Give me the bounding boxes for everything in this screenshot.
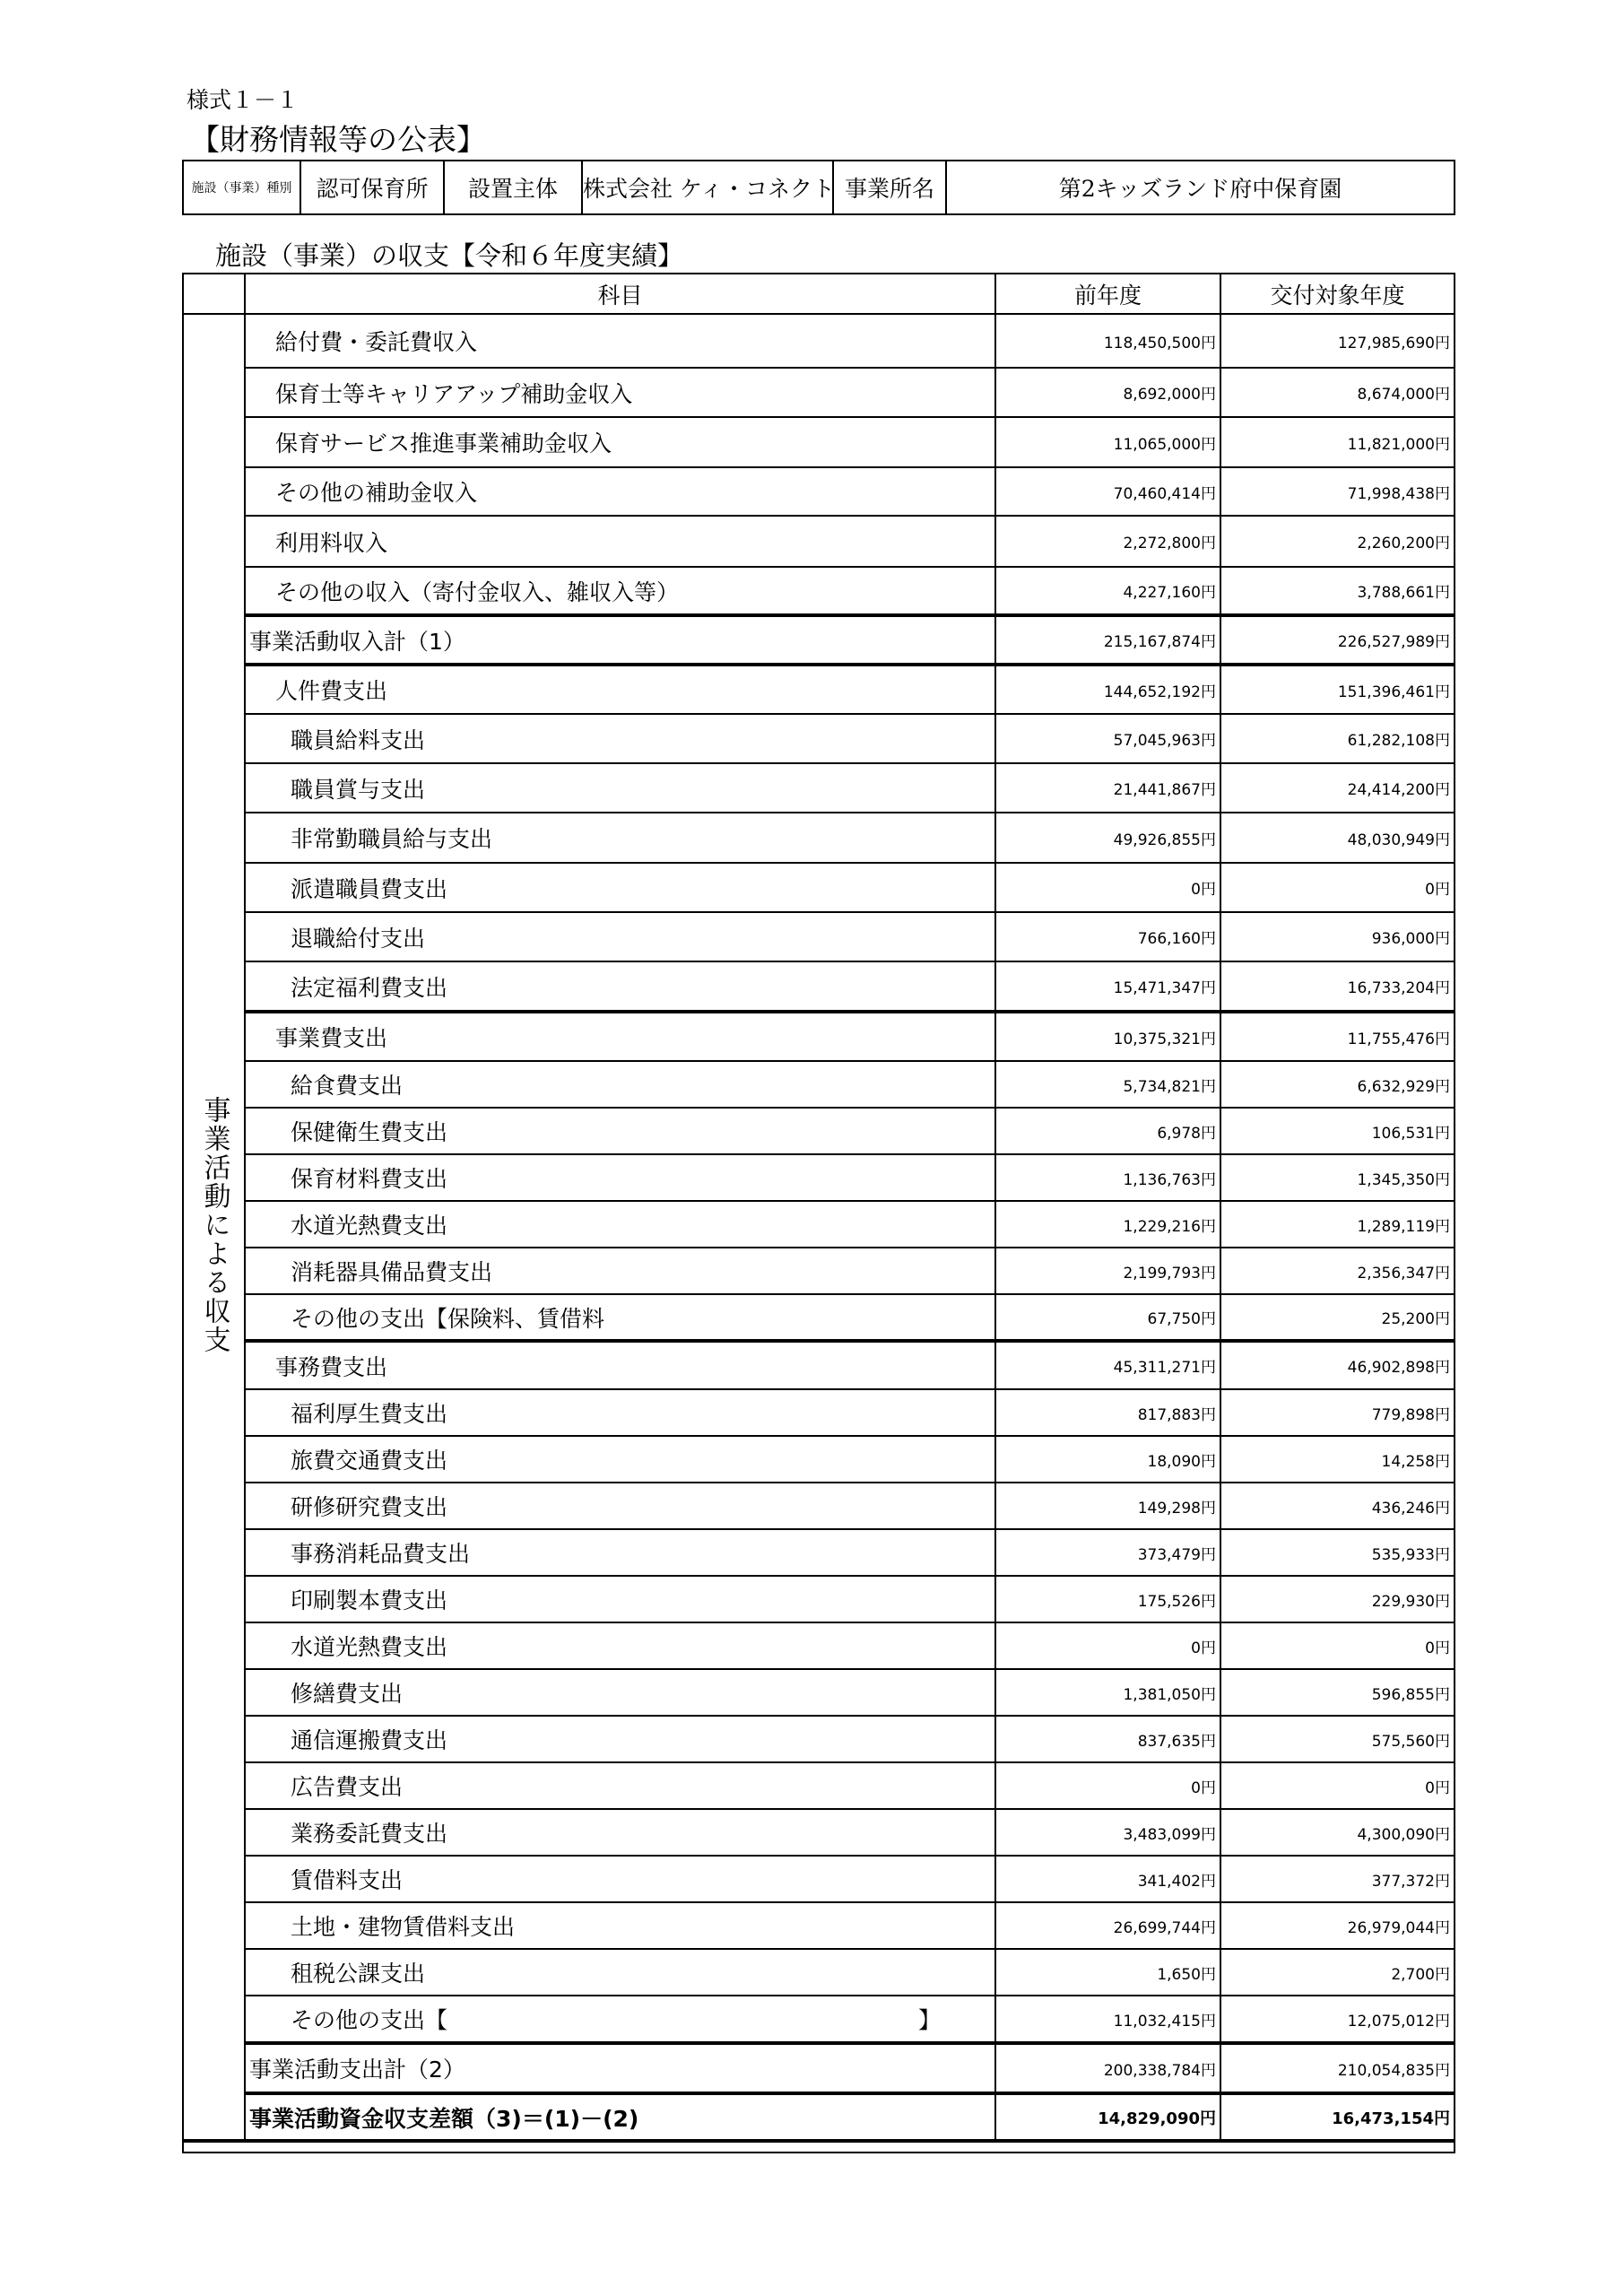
row-label-text: 非常勤職員給与支出	[291, 826, 493, 852]
table-row	[183, 1108, 1455, 1154]
document-title: 【財務情報等の公表】	[190, 122, 486, 157]
row-label	[245, 368, 995, 417]
row-label	[245, 417, 995, 467]
table-row	[183, 1154, 1455, 1201]
row-label-text: その他の支出【	[291, 2007, 448, 2033]
row-label-text: 賃借料支出	[291, 1867, 404, 1893]
row-label-text: 事業活動支出計（2）	[249, 2057, 465, 2083]
target-year-value: 936,000円	[1220, 912, 1455, 961]
side-label: 事業活動による収支	[198, 1096, 230, 1354]
table-row	[183, 1294, 1455, 1341]
target-year-value: 12,075,012円	[1220, 1996, 1455, 2043]
facility-info-table	[182, 160, 1455, 215]
prev-year-value: 15,471,347円	[995, 961, 1220, 1012]
facility-type-value: 認可保育所	[300, 161, 444, 214]
row-label	[245, 2093, 995, 2141]
prev-year-value: 18,090円	[995, 1436, 1220, 1483]
row-label-text: 事業活動収入計（1）	[249, 628, 465, 655]
table-row	[183, 1902, 1455, 1949]
operator-value: 株式会社 ケィ・コネクト	[582, 161, 833, 214]
target-year-value: 8,674,000円	[1220, 368, 1455, 417]
table-row	[183, 763, 1455, 813]
prev-year-value: 10,375,321円	[995, 1012, 1220, 1061]
row-label-text: 水道光熱費支出	[291, 1634, 448, 1660]
target-year-value: 151,396,461円	[1220, 665, 1455, 714]
row-label	[245, 1576, 995, 1622]
row-label	[245, 1483, 995, 1529]
target-year-value: 3,788,661円	[1220, 567, 1455, 615]
prev-year-value: 1,650円	[995, 1949, 1220, 1996]
row-label-text: 土地・建物賃借料支出	[291, 1914, 516, 1940]
prev-year-value: 0円	[995, 1762, 1220, 1809]
target-year-value: 1,289,119円	[1220, 1201, 1455, 1248]
target-year-value: 2,260,200円	[1220, 516, 1455, 567]
table-row	[183, 417, 1455, 467]
row-label-text: 職員給料支出	[291, 726, 426, 753]
prev-year-value: 14,829,090円	[995, 2093, 1220, 2141]
prev-year-value: 341,402円	[995, 1856, 1220, 1902]
target-year-value: 2,356,347円	[1220, 1248, 1455, 1294]
table-row	[183, 1389, 1455, 1436]
table-row	[183, 1248, 1455, 1294]
target-year-value: 4,300,090円	[1220, 1809, 1455, 1856]
row-label	[245, 1341, 995, 1389]
section-title: 施設（事業）の収支【令和６年度実績】	[215, 240, 684, 271]
table-row	[183, 615, 1455, 665]
row-label	[245, 1669, 995, 1716]
prev-year-value: 0円	[995, 1622, 1220, 1669]
prev-year-value: 57,045,963円	[995, 714, 1220, 763]
office-value: 第2キッズランド府中保育園	[946, 161, 1455, 214]
row-label-text: 保育士等キャリアアップ補助金収入	[275, 380, 633, 407]
row-label	[245, 615, 995, 665]
header-spacer	[183, 274, 245, 314]
table-row	[183, 1716, 1455, 1762]
prev-year-value: 766,160円	[995, 912, 1220, 961]
table-row	[183, 314, 1455, 368]
prev-year-value: 2,272,800円	[995, 516, 1220, 567]
table-row	[183, 912, 1455, 961]
prev-year-value: 2,199,793円	[995, 1248, 1220, 1294]
facility-type-label: 施設（事業）種別	[183, 161, 300, 214]
column-header-target-year: 交付対象年度	[1220, 274, 1455, 314]
target-year-value: 127,985,690円	[1220, 314, 1455, 368]
target-year-value: 226,527,989円	[1220, 615, 1455, 665]
table-row	[183, 2043, 1455, 2093]
row-label	[245, 714, 995, 763]
operator-label: 設置主体	[444, 161, 582, 214]
table-row	[183, 1012, 1455, 1061]
table-row	[183, 1669, 1455, 1716]
row-label-text: 保育サービス推進事業補助金収入	[275, 430, 612, 457]
table-row	[183, 813, 1455, 863]
table-row	[183, 1529, 1455, 1576]
row-label	[245, 1809, 995, 1856]
target-year-value: 535,933円	[1220, 1529, 1455, 1576]
table-row	[183, 1061, 1455, 1108]
table-row	[183, 1201, 1455, 1248]
prev-year-value: 11,032,415円	[995, 1996, 1220, 2043]
side-label-cell	[183, 314, 245, 2141]
prev-year-value: 3,483,099円	[995, 1809, 1220, 1856]
column-header-item: 科目	[245, 274, 995, 314]
row-label-text: 水道光熱費支出	[291, 1213, 448, 1239]
target-year-value: 11,821,000円	[1220, 417, 1455, 467]
prev-year-value: 6,978円	[995, 1108, 1220, 1154]
row-label-text: 事務消耗品費支出	[291, 1541, 471, 1567]
row-label-text: 保健衛生費支出	[291, 1119, 448, 1145]
prev-year-value: 144,652,192円	[995, 665, 1220, 714]
row-label	[245, 1529, 995, 1576]
table-row	[183, 863, 1455, 912]
prev-year-value: 4,227,160円	[995, 567, 1220, 615]
row-label	[245, 1389, 995, 1436]
target-year-value: 26,979,044円	[1220, 1902, 1455, 1949]
target-year-value: 106,531円	[1220, 1108, 1455, 1154]
table-row	[183, 1341, 1455, 1389]
table-row	[183, 1622, 1455, 1669]
table-row	[183, 1576, 1455, 1622]
target-year-value: 16,473,154円	[1220, 2093, 1455, 2141]
column-header-prev-year: 前年度	[995, 274, 1220, 314]
table-row	[183, 516, 1455, 567]
prev-year-value: 118,450,500円	[995, 314, 1220, 368]
prev-year-value: 817,883円	[995, 1389, 1220, 1436]
table-row	[183, 467, 1455, 516]
target-year-value: 11,755,476円	[1220, 1012, 1455, 1061]
row-label-text: 人件費支出	[275, 678, 388, 704]
row-label-text: その他の補助金収入	[275, 480, 478, 506]
target-year-value: 436,246円	[1220, 1483, 1455, 1529]
row-label-text: 租税公課支出	[291, 1961, 426, 1987]
office-label: 事業所名	[833, 161, 946, 214]
row-label	[245, 1902, 995, 1949]
row-label-text: 修繕費支出	[291, 1681, 404, 1707]
prev-year-value: 8,692,000円	[995, 368, 1220, 417]
table-row	[183, 961, 1455, 1012]
row-label	[245, 1856, 995, 1902]
row-label	[245, 1716, 995, 1762]
row-label-text: 派遣職員費支出	[291, 875, 448, 902]
target-year-value: 24,414,200円	[1220, 763, 1455, 813]
prev-year-value: 149,298円	[995, 1483, 1220, 1529]
row-label-text: その他の支出【保険料、賃借料	[291, 1305, 605, 1332]
prev-year-value: 67,750円	[995, 1294, 1220, 1341]
row-label	[245, 1436, 995, 1483]
row-label-text: 事務費支出	[275, 1353, 388, 1380]
target-year-value: 48,030,949円	[1220, 813, 1455, 863]
target-year-value: 1,345,350円	[1220, 1154, 1455, 1201]
prev-year-value: 21,441,867円	[995, 763, 1220, 813]
row-label-text: 福利厚生費支出	[291, 1401, 448, 1427]
row-label-text: その他の収入（寄付金収入、雑収入等）	[275, 578, 680, 605]
prev-year-value: 1,229,216円	[995, 1201, 1220, 1248]
row-label-text: 広告費支出	[291, 1774, 404, 1800]
row-label-text: 利用料収入	[275, 529, 388, 556]
row-label-text: 業務委託費支出	[291, 1821, 448, 1847]
target-year-value: 2,700円	[1220, 1949, 1455, 1996]
table-row	[183, 368, 1455, 417]
row-label	[245, 1949, 995, 1996]
prev-year-value: 70,460,414円	[995, 467, 1220, 516]
target-year-value: 596,855円	[1220, 1669, 1455, 1716]
target-year-value: 46,902,898円	[1220, 1341, 1455, 1389]
target-year-value: 0円	[1220, 1622, 1455, 1669]
row-label-text: 法定福利費支出	[291, 974, 448, 1001]
row-label	[245, 1061, 995, 1108]
row-label	[245, 961, 995, 1012]
row-label-text: 給食費支出	[291, 1073, 404, 1099]
row-label	[245, 813, 995, 863]
row-label	[245, 1294, 995, 1341]
target-year-value: 25,200円	[1220, 1294, 1455, 1341]
row-label	[245, 1996, 995, 2043]
income-expenditure-table	[182, 273, 1455, 2153]
row-label-text: 事業活動資金収支差額（3)＝(1)－(2)	[249, 2105, 639, 2132]
row-label	[245, 1012, 995, 1061]
table-row	[183, 1856, 1455, 1902]
target-year-value: 71,998,438円	[1220, 467, 1455, 516]
prev-year-value: 45,311,271円	[995, 1341, 1220, 1389]
table-row	[183, 1762, 1455, 1809]
prev-year-value: 0円	[995, 863, 1220, 912]
row-label	[245, 1248, 995, 1294]
prev-year-value: 49,926,855円	[995, 813, 1220, 863]
prev-year-value: 5,734,821円	[995, 1061, 1220, 1108]
row-label	[245, 314, 995, 368]
table-row	[183, 1436, 1455, 1483]
row-label	[245, 1108, 995, 1154]
table-header-row	[183, 274, 1455, 314]
row-label-text: 研修研究費支出	[291, 1494, 448, 1520]
prev-year-value: 1,381,050円	[995, 1669, 1220, 1716]
row-label	[245, 467, 995, 516]
row-label	[245, 1762, 995, 1809]
target-year-value: 14,258円	[1220, 1436, 1455, 1483]
target-year-value: 229,930円	[1220, 1576, 1455, 1622]
target-year-value: 0円	[1220, 863, 1455, 912]
row-label-text: 印刷製本費支出	[291, 1587, 448, 1613]
table-row	[183, 1809, 1455, 1856]
row-label	[245, 665, 995, 714]
row-label-text: 消耗器具備品費支出	[291, 1259, 493, 1285]
prev-year-value: 11,065,000円	[995, 417, 1220, 467]
row-label	[245, 1154, 995, 1201]
row-label-text: 職員賞与支出	[291, 776, 426, 803]
target-year-value: 0円	[1220, 1762, 1455, 1809]
form-id: 様式１－１	[187, 87, 300, 113]
target-year-value: 377,372円	[1220, 1856, 1455, 1902]
prev-year-value: 175,526円	[995, 1576, 1220, 1622]
prev-year-value: 26,699,744円	[995, 1902, 1220, 1949]
prev-year-value: 837,635円	[995, 1716, 1220, 1762]
row-label	[245, 1622, 995, 1669]
row-label	[245, 516, 995, 567]
target-year-value: 61,282,108円	[1220, 714, 1455, 763]
row-label	[245, 1201, 995, 1248]
row-label	[245, 863, 995, 912]
table-row	[183, 1949, 1455, 1996]
row-label	[245, 2043, 995, 2093]
table-row	[183, 1483, 1455, 1529]
row-label-text: 保育材料費支出	[291, 1166, 448, 1192]
row-label-text: 旅費交通費支出	[291, 1448, 448, 1474]
target-year-value: 779,898円	[1220, 1389, 1455, 1436]
target-year-value: 16,733,204円	[1220, 961, 1455, 1012]
row-label-text: 給付費・委託費収入	[275, 329, 478, 355]
target-year-value: 210,054,835円	[1220, 2043, 1455, 2093]
table-row	[183, 567, 1455, 615]
table-row	[183, 665, 1455, 714]
prev-year-value: 200,338,784円	[995, 2043, 1220, 2093]
prev-year-value: 1,136,763円	[995, 1154, 1220, 1201]
target-year-value: 575,560円	[1220, 1716, 1455, 1762]
row-label-text: 通信運搬費支出	[291, 1727, 448, 1753]
prev-year-value: 215,167,874円	[995, 615, 1220, 665]
row-label-close-bracket: 】	[917, 2007, 941, 2033]
table-row	[183, 1996, 1455, 2043]
row-label-text: 退職給付支出	[291, 925, 426, 952]
row-label	[245, 763, 995, 813]
table-row	[183, 714, 1455, 763]
table-row	[183, 2093, 1455, 2141]
prev-year-value: 373,479円	[995, 1529, 1220, 1576]
row-label	[245, 912, 995, 961]
target-year-value: 6,632,929円	[1220, 1061, 1455, 1108]
row-label-text: 事業費支出	[275, 1025, 388, 1051]
row-label	[245, 567, 995, 615]
table-footer	[183, 2141, 1455, 2152]
